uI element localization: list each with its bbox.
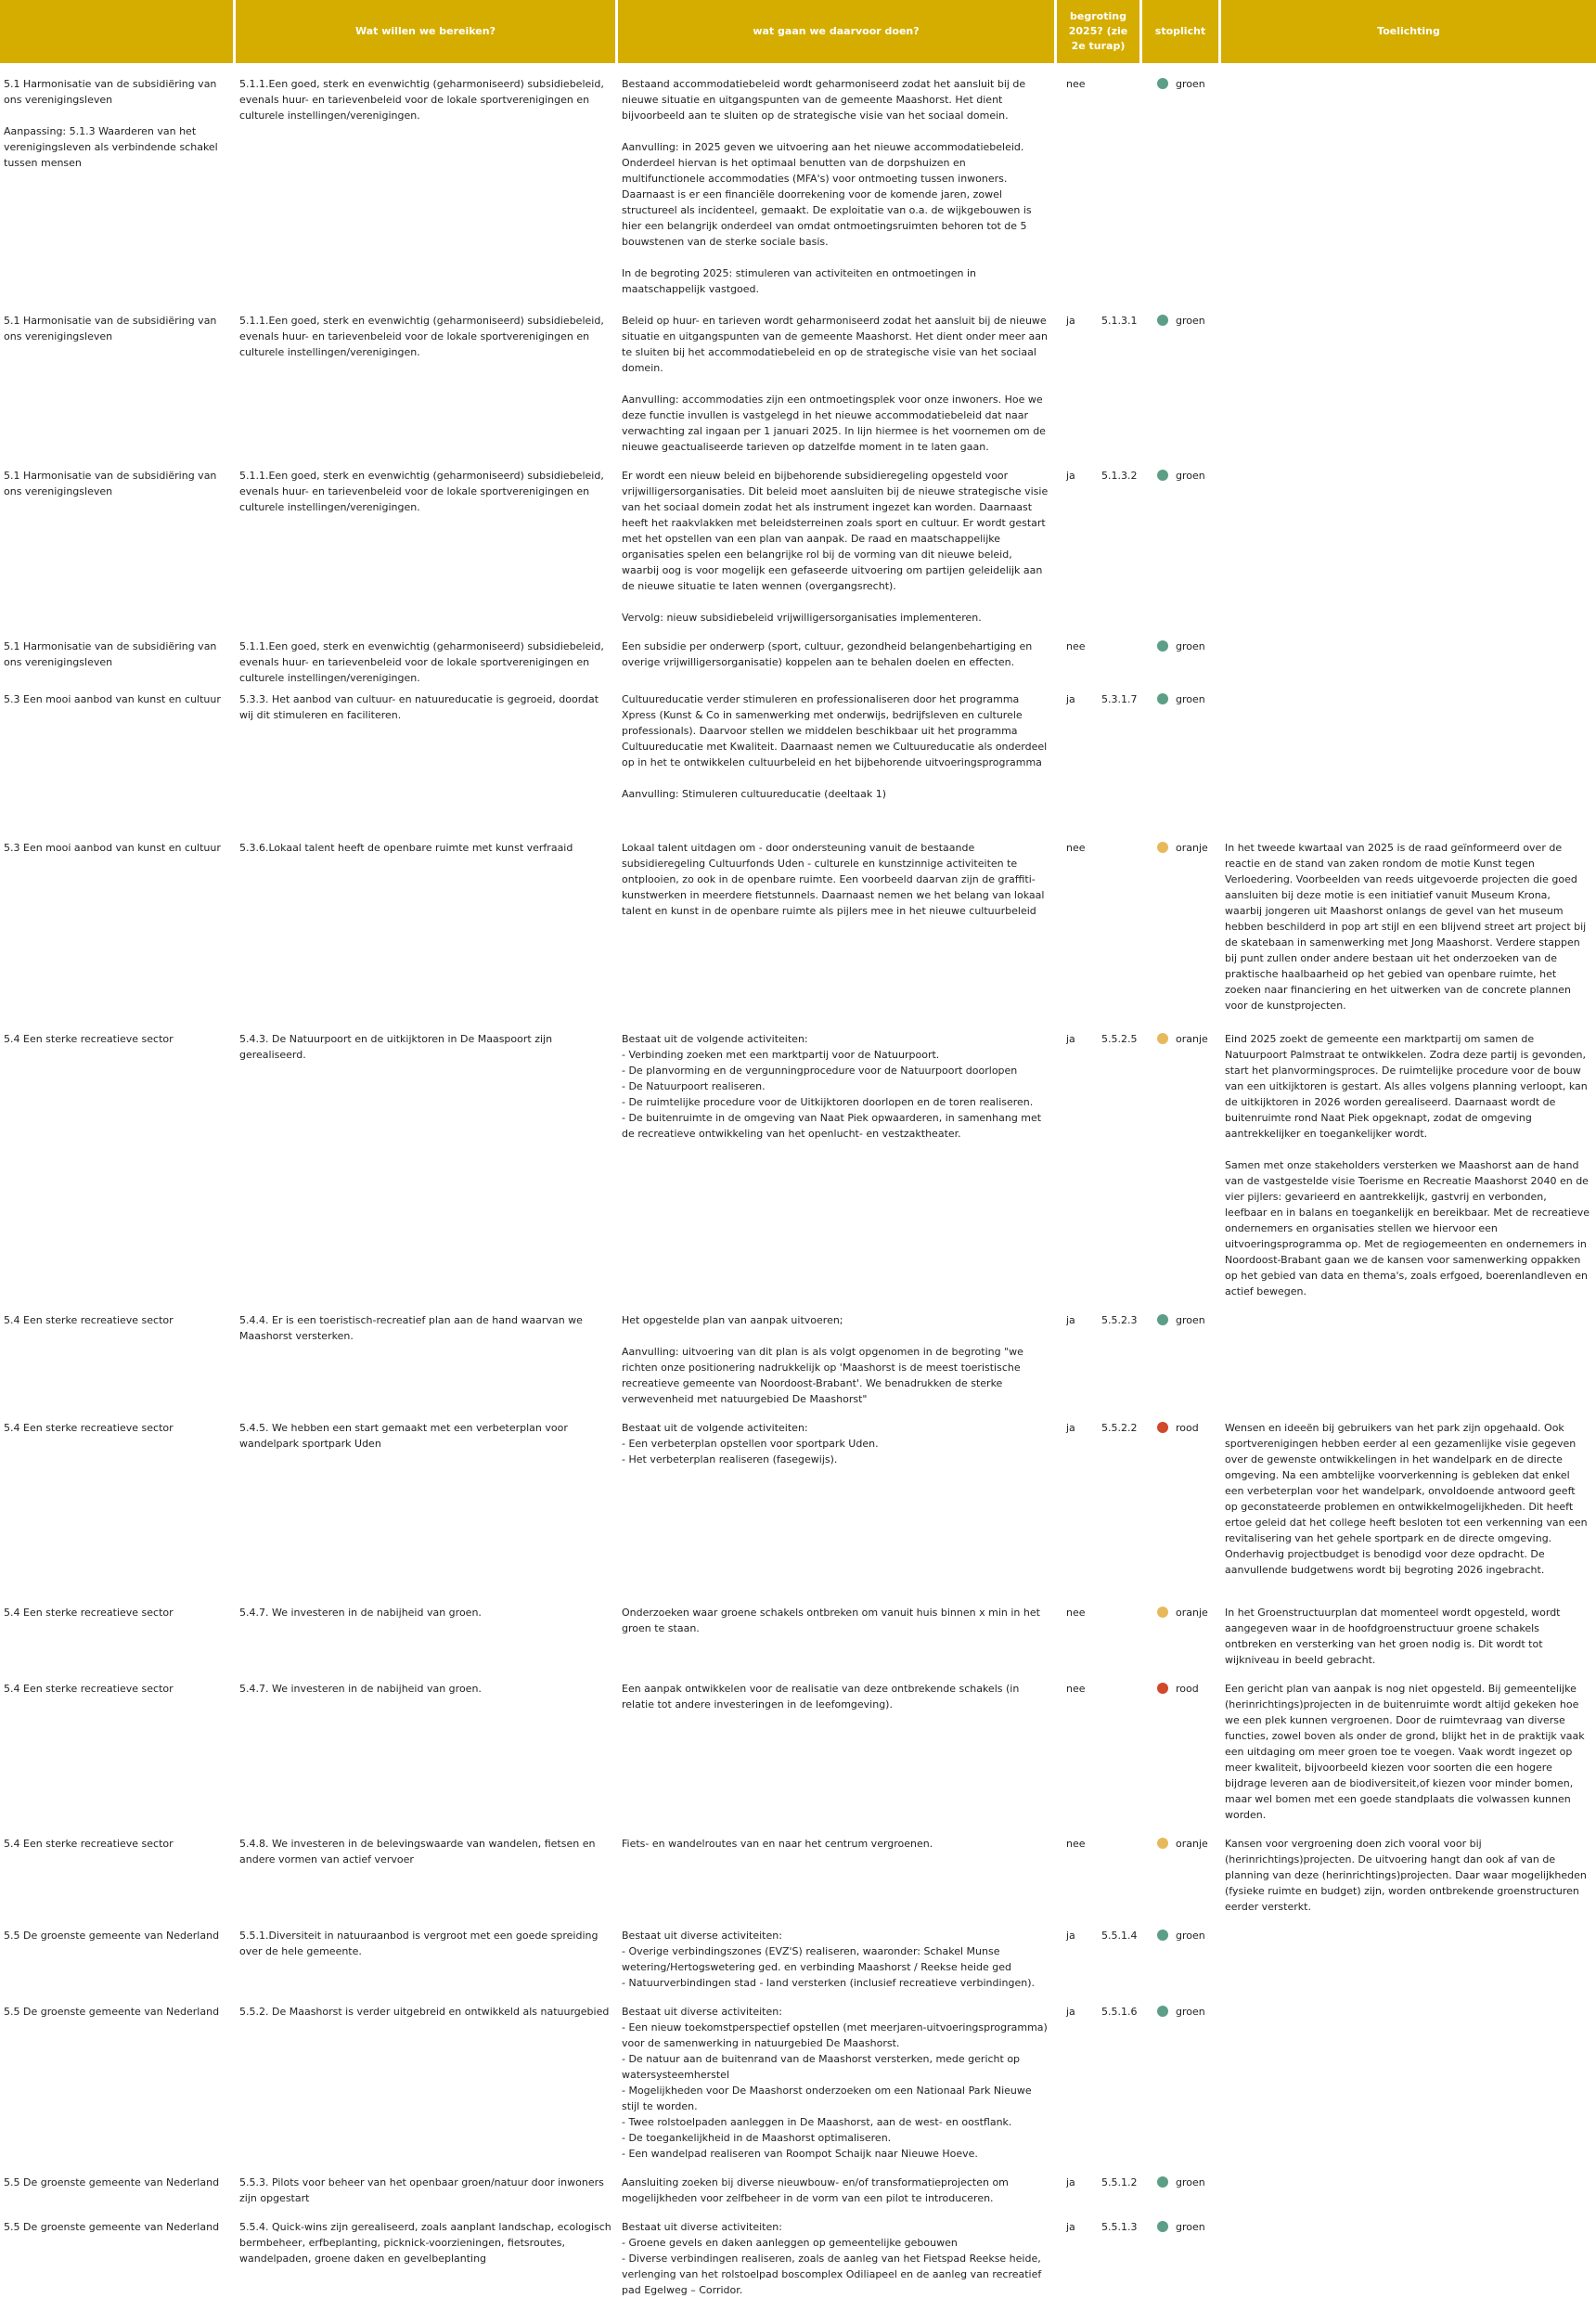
status-dot-icon	[1157, 640, 1168, 652]
table-row	[0, 455, 1596, 626]
explanation-cell	[1221, 63, 1596, 300]
budget-cell	[1057, 686, 1142, 827]
budget-cell	[1057, 2206, 1142, 2298]
theme-cell: 5.5 De groenste gemeente van Nederland	[0, 1915, 236, 1991]
table-row	[0, 63, 1596, 300]
budget-reference: 5.1.3.1	[1101, 315, 1138, 327]
action-cell: Een subsidie per onderwerp (sport, cultuur, gezondheid belangenbehartiging en overige vrijwilligersorganisatie) koppelen aan te behalen doelen en effecten.	[618, 626, 1057, 686]
status-label: oranje	[1176, 842, 1208, 854]
table-row	[0, 2162, 1596, 2206]
status-label: oranje	[1176, 1033, 1208, 1045]
status-label: groen	[1176, 1314, 1205, 1326]
header-col-theme	[0, 0, 236, 63]
explanation-cell	[1221, 1915, 1596, 1991]
status-label: groen	[1176, 78, 1205, 90]
budget-cell	[1057, 827, 1142, 1018]
action-cell: Onderzoeken waar groene schakels ontbreken om vanuit huis binnen x min in het groen te staan.	[618, 1592, 1057, 1668]
traffic-light-cell	[1142, 300, 1221, 455]
status-label: groen	[1176, 470, 1205, 482]
goal-cell: 5.1.1.Een goed, sterk en evenwichtig (geharmoniseerd) subsidiebeleid, evenals huur- en tarievenbeleid voor de lokale sportverenigingen en culturele instellingen/verenigingen.	[236, 300, 618, 455]
in-budget-value: ja	[1066, 1314, 1075, 1326]
status-dot-icon	[1157, 1683, 1168, 1694]
budget-reference: 5.5.2.5	[1101, 1033, 1138, 1045]
traffic-light-cell	[1142, 1915, 1221, 1991]
action-cell: Bestaat uit diverse activiteiten: - Groene gevels en daken aanleggen op gemeentelijke gebouwen - Diverse verbindingen realiseren, zoals de aanleg van het Fietspad Reekse heide, verlenging van het rolstoelpad boscomplex Odiliapeel en de aanleg van recreatief pad Egelweg – Corridor.	[618, 2206, 1057, 2298]
in-budget-value: ja	[1066, 470, 1075, 482]
goal-cell: 5.4.7. We investeren in de nabijheid van groen.	[236, 1592, 618, 1668]
status-dot-icon	[1157, 1930, 1168, 1941]
goal-cell: 5.3.3. Het aanbod van cultuur- en natuureducatie is gegroeid, doordat wij dit stimuleren en faciliteren.	[236, 686, 618, 827]
action-cell: Bestaat uit diverse activiteiten: - Een nieuw toekomstperspectief opstellen (met meerjaren-uitvoeringsprogramma) voor de samenwerking in natuurgebied De Maashorst. - De natuur aan de buitenrand van de Maashorst versterken, mede gericht op watersysteemherstel - Mogelijkheden voor De Maashorst onderzoeken om een Nationaal Park Nieuwe stijl te worden. - Twee rolstoelpaden aanleggen in De Maashorst, aan de west- en oostflank. - De toegankelijkheid in de Maashorst optimaliseren. - Een wandelpad realiseren van Roompot Schaijk naar Nieuwe Hoeve.	[618, 1991, 1057, 2162]
header-row	[0, 0, 1596, 63]
table-row	[0, 827, 1596, 1018]
table-row	[0, 626, 1596, 686]
theme-cell: 5.4 Een sterke recreatieve sector	[0, 1018, 236, 1299]
budget-cell	[1057, 2162, 1142, 2206]
in-budget-value: ja	[1066, 693, 1075, 705]
budget-cell	[1057, 626, 1142, 686]
explanation-cell	[1221, 1991, 1596, 2162]
traffic-light-cell	[1142, 626, 1221, 686]
in-budget-value: nee	[1066, 1838, 1086, 1850]
explanation-cell: Kansen voor vergroening doen zich vooral voor bij (herinrichtings)projecten. De uitvoering hangt dan ook af van de planning van deze (herinrichtings)projecten. Daar waar mogelijkheden (fysieke ruimte en budget) zijn, worden ontbrekende groenstructuren eerder versterkt.	[1221, 1823, 1596, 1915]
theme-cell: 5.4 Een sterke recreatieve sector	[0, 1592, 236, 1668]
status-dot-icon	[1157, 470, 1168, 481]
budget-reference: 5.5.2.3	[1101, 1314, 1138, 1326]
traffic-light-cell	[1142, 827, 1221, 1018]
traffic-light-cell	[1142, 455, 1221, 626]
in-budget-value: ja	[1066, 2006, 1075, 2018]
goal-cell: 5.5.3. Pilots voor beheer van het openbaar groen/natuur door inwoners zijn opgestart	[236, 2162, 618, 2206]
explanation-cell: Wensen en ideeën bij gebruikers van het park zijn opgehaald. Ook sportverenigingen hebben eerder al een gezamenlijke visie gegeven over de gewenste ontwikkelingen in het wandelpark en de directe omgeving. Na een ambtelijke voorverkenning is gebleken dat enkel een verbeterplan voor het wandelpark, onvoldoende antwoord geeft op geconstateerde problemen en ontwikkelmogelijkheden. Dit heeft ertoe geleid dat het college heeft besloten tot een verkenning van een revitalisering van het gehele sportpark en de directe omgeving. Onderhavig projectbudget is benodigd voor deze opdracht. De aanvullende budgetwens wordt bij begroting 2026 ingebracht.	[1221, 1407, 1596, 1592]
status-label: groen	[1176, 693, 1205, 705]
traffic-light-cell	[1142, 686, 1221, 827]
traffic-light-cell	[1142, 2206, 1221, 2298]
status-label: groen	[1176, 2221, 1205, 2233]
explanation-cell	[1221, 2206, 1596, 2298]
budget-reference: 5.5.1.3	[1101, 2221, 1138, 2233]
header-col-explanation: Toelichting	[1221, 0, 1596, 63]
theme-cell: 5.5 De groenste gemeente van Nederland	[0, 1991, 236, 2162]
status-label: rood	[1176, 1683, 1199, 1695]
theme-cell: 5.4 Een sterke recreatieve sector	[0, 1407, 236, 1592]
budget-cell	[1057, 1407, 1142, 1592]
traffic-light-cell	[1142, 1299, 1221, 1407]
action-cell: Bestaat uit de volgende activiteiten: - Een verbeterplan opstellen voor sportpark Uden. - Het verbeterplan realiseren (fasegewijs).	[618, 1407, 1057, 1592]
status-dot-icon	[1157, 842, 1168, 853]
table-row	[0, 1915, 1596, 1991]
budget-cell	[1057, 1018, 1142, 1299]
traffic-light-cell	[1142, 1018, 1221, 1299]
action-cell: Aansluiting zoeken bij diverse nieuwbouw- en/of transformatieprojecten om mogelijkheden voor zelfbeheer in de vorm van een pilot te introduceren.	[618, 2162, 1057, 2206]
table-row	[0, 1592, 1596, 1668]
status-dot-icon	[1157, 1838, 1168, 1849]
table-row	[0, 2206, 1596, 2298]
goal-cell: 5.4.8. We investeren in de belevingswaarde van wandelen, fietsen en andere vormen van actief vervoer	[236, 1823, 618, 1915]
theme-cell: 5.4 Een sterke recreatieve sector	[0, 1823, 236, 1915]
goal-cell: 5.4.7. We investeren in de nabijheid van groen.	[236, 1668, 618, 1823]
traffic-light-cell	[1142, 1823, 1221, 1915]
explanation-cell	[1221, 1299, 1596, 1407]
in-budget-value: ja	[1066, 1033, 1075, 1045]
header-col-traffic-light: stoplicht	[1142, 0, 1221, 63]
action-cell: Het opgestelde plan van aanpak uitvoeren; Aanvulling: uitvoering van dit plan is als volgt opgenomen in de begroting "we richten onze positionering nadrukkelijk op 'Maashorst is de meest toeristische recreatieve gemeente van Noordoost-Brabant'. We benadrukken de sterke verwevenheid met natuurgebied De Maashorst"	[618, 1299, 1057, 1407]
in-budget-value: ja	[1066, 315, 1075, 327]
explanation-cell	[1221, 686, 1596, 827]
header-col-budget: begroting 2025? (zie 2e turap)	[1057, 0, 1142, 63]
goal-cell: 5.3.6.Lokaal talent heeft de openbare ruimte met kunst verfraaid	[236, 827, 618, 1018]
status-label: groen	[1176, 640, 1205, 652]
explanation-cell: In het tweede kwartaal van 2025 is de raad geïnformeerd over de reactie en de stand van zaken rondom de motie Kunst tegen Verloedering. Voorbeelden van reeds uitgevoerde projecten die goed aansluiten bij deze motie is een initiatief vanuit Museum Krona, waarbij jongeren uit Maashorst onlangs de gevel van het museum hebben beschilderd in pop art stijl en een blijvend street art project bij de skatebaan in samenwerking met Jong Maashorst. Verdere stappen bij punt zullen onder andere bestaan uit het onderzoeken van de praktische haalbaarheid op het gebied van openbare ruimte, het zoeken naar financiering en het uitwerken van de concrete plannen voor de kunstprojecten.	[1221, 827, 1596, 1018]
status-dot-icon	[1157, 1314, 1168, 1325]
action-cell: Beleid op huur- en tarieven wordt geharmoniseerd zodat het aansluit bij de nieuwe situatie en uitgangspunten van de gemeente Maashorst. Het dient onder meer aan te sluiten bij het accommodatiebeleid en op de strategische visie van het sociaal domein. Aanvulling: accommodaties zijn een ontmoetingsplek voor onze inwoners. Hoe we deze functie invullen is vastgelegd in het nieuwe accommodatiebeleid dat naar verwachting zal ingaan per 1 januari 2025. In lijn hiermee is het voornemen om de nieuwe geactualiseerde tarieven op datzelfde moment in te laten gaan.	[618, 300, 1057, 455]
action-cell: Cultuureducatie verder stimuleren en professionaliseren door het programma Xpress (Kunst & Co in samenwerking met onderwijs, bedrijfsleven en culturele professionals). Daarvoor stellen we middelen beschikbaar uit het programma Cultuureducatie met Kwaliteit. Daarnaast nemen we Cultuureducatie als onderdeel op in het te ontwikkelen cultuurbeleid en het bijbehorende uitvoeringsprogramma Aanvulling: Stimuleren cultuureducatie (deeltaak 1)	[618, 686, 1057, 827]
budget-cell	[1057, 455, 1142, 626]
goal-cell: 5.4.5. We hebben een start gemaakt met een verbeterplan voor wandelpark sportpark Uden	[236, 1407, 618, 1592]
status-dot-icon	[1157, 1607, 1168, 1618]
header-col-action: wat gaan we daarvoor doen?	[618, 0, 1057, 63]
budget-cell	[1057, 1668, 1142, 1823]
budget-reference: 5.5.1.2	[1101, 2176, 1138, 2188]
in-budget-value: nee	[1066, 1683, 1086, 1695]
theme-cell: 5.3 Een mooi aanbod van kunst en cultuur	[0, 686, 236, 827]
explanation-cell	[1221, 626, 1596, 686]
table-row	[0, 1823, 1596, 1915]
budget-cell	[1057, 63, 1142, 300]
table-row	[0, 300, 1596, 455]
status-dot-icon	[1157, 2006, 1168, 2017]
table-row	[0, 1299, 1596, 1407]
theme-cell: 5.4 Een sterke recreatieve sector	[0, 1668, 236, 1823]
table-row	[0, 1407, 1596, 1592]
in-budget-value: nee	[1066, 78, 1086, 90]
theme-cell: 5.4 Een sterke recreatieve sector	[0, 1299, 236, 1407]
explanation-cell	[1221, 2162, 1596, 2206]
goal-cell: 5.1.1.Een goed, sterk en evenwichtig (geharmoniseerd) subsidiebeleid, evenals huur- en tarievenbeleid voor de lokale sportverenigingen en culturele instellingen/verenigingen.	[236, 63, 618, 300]
traffic-light-cell	[1142, 1407, 1221, 1592]
budget-cell	[1057, 1823, 1142, 1915]
theme-cell: 5.1 Harmonisatie van de subsidiëring van ons verenigingsleven	[0, 300, 236, 455]
action-cell: Een aanpak ontwikkelen voor de realisatie van deze ontbrekende schakels (in relatie tot andere investeringen in de leefomgeving).	[618, 1668, 1057, 1823]
budget-cell	[1057, 1299, 1142, 1407]
status-dot-icon	[1157, 315, 1168, 326]
status-label: rood	[1176, 1422, 1199, 1434]
theme-cell: 5.5 De groenste gemeente van Nederland	[0, 2206, 236, 2298]
table-row	[0, 1668, 1596, 1823]
explanation-cell	[1221, 455, 1596, 626]
goal-cell: 5.5.4. Quick-wins zijn gerealiseerd, zoals aanplant landschap, ecologisch bermbeheer, erfbeplanting, picknick-voorzieningen, fietsroutes, wandelpaden, groene daken en gevelbeplanting	[236, 2206, 618, 2298]
budget-cell	[1057, 300, 1142, 455]
status-label: groen	[1176, 2176, 1205, 2188]
action-cell: Lokaal talent uitdagen om - door ondersteuning vanuit de bestaande subsidieregeling Cultuurfonds Uden - culturele en kunstzinnige activiteiten te ontplooien, zo ook in de openbare ruimte. Een voorbeeld daarvan zijn de graffiti-kunstwerken in meerdere fietstunnels. Daarnaast nemen we het belang van lokaal talent en kunst in de openbare ruimte als pijlers mee in het nieuwe cultuurbeleid	[618, 827, 1057, 1018]
goal-cell: 5.5.2. De Maashorst is verder uitgebreid en ontwikkeld als natuurgebied	[236, 1991, 618, 2162]
budget-reference: 5.5.1.6	[1101, 2006, 1138, 2018]
goal-cell: 5.5.1.Diversiteit in natuuraanbod is vergroot met een goede spreiding over de hele gemeente.	[236, 1915, 618, 1991]
traffic-light-cell	[1142, 1991, 1221, 2162]
status-dot-icon	[1157, 2176, 1168, 2188]
in-budget-value: nee	[1066, 842, 1086, 854]
goal-cell: 5.1.1.Een goed, sterk en evenwichtig (geharmoniseerd) subsidiebeleid, evenals huur- en tarievenbeleid voor de lokale sportverenigingen en culturele instellingen/verenigingen.	[236, 626, 618, 686]
budget-reference: 5.5.1.4	[1101, 1930, 1138, 1942]
theme-cell: 5.1 Harmonisatie van de subsidiëring van ons verenigingsleven	[0, 455, 236, 626]
theme-cell: 5.5 De groenste gemeente van Nederland	[0, 2162, 236, 2206]
explanation-cell: Een gericht plan van aanpak is nog niet opgesteld. Bij gemeentelijke (herinrichtings)projecten in de buitenruimte wordt altijd gekeken hoe we een plek kunnen vergroenen. Door de ruimtevraag van diverse functies, zowel boven als onder de grond, blijkt het in de praktijk vaak een uitdaging om meer groen toe te voegen. Vaak wordt ingezet op meer kwaliteit, bijvoorbeeld kiezen voor soorten die een hogere bijdrage leveren aan de biodiversiteit,of kiezen voor minder bomen, maar wel bomen met een goede standplaats die volwassen kunnen worden.	[1221, 1668, 1596, 1823]
status-label: groen	[1176, 1930, 1205, 1942]
status-dot-icon	[1157, 1033, 1168, 1044]
status-dot-icon	[1157, 693, 1168, 704]
header-col-goal: Wat willen we bereiken?	[236, 0, 618, 63]
goal-cell: 5.4.4. Er is een toeristisch-recreatief plan aan de hand waarvan we Maashorst versterken.	[236, 1299, 618, 1407]
in-budget-value: nee	[1066, 1607, 1086, 1619]
in-budget-value: nee	[1066, 640, 1086, 652]
status-label: oranje	[1176, 1838, 1208, 1850]
budget-reference: 5.1.3.2	[1101, 470, 1138, 482]
table-row	[0, 1018, 1596, 1299]
action-cell: Bestaat uit diverse activiteiten: - Overige verbindingszones (EVZ'S) realiseren, waaronder: Schakel Munse wetering/Hertogswetering ged. en verbinding Maashorst / Reekse heide ged - Natuurverbindingen stad - land versterken (inclusief recreatieve verbindingen).	[618, 1915, 1057, 1991]
status-label: oranje	[1176, 1607, 1208, 1619]
budget-cell	[1057, 1915, 1142, 1991]
budget-cell	[1057, 1592, 1142, 1668]
status-dot-icon	[1157, 1422, 1168, 1433]
goal-cell: 5.1.1.Een goed, sterk en evenwichtig (geharmoniseerd) subsidiebeleid, evenals huur- en tarievenbeleid voor de lokale sportverenigingen en culturele instellingen/verenigingen.	[236, 455, 618, 626]
status-dot-icon	[1157, 78, 1168, 89]
status-label: groen	[1176, 2006, 1205, 2018]
status-dot-icon	[1157, 2221, 1168, 2232]
theme-cell: 5.1 Harmonisatie van de subsidiëring van ons verenigingsleven	[0, 626, 236, 686]
in-budget-value: ja	[1066, 1422, 1075, 1434]
budget-cell	[1057, 1991, 1142, 2162]
explanation-cell: In het Groenstructuurplan dat momenteel wordt opgesteld, wordt aangegeven waar in de hoofdgroenstructuur groene schakels ontbreken en versterking van het groen nodig is. Dit wordt tot wijkniveau in beeld gebracht.	[1221, 1592, 1596, 1668]
in-budget-value: ja	[1066, 2221, 1075, 2233]
traffic-light-cell	[1142, 1592, 1221, 1668]
explanation-cell	[1221, 300, 1596, 455]
in-budget-value: ja	[1066, 2176, 1075, 2188]
table-row	[0, 686, 1596, 827]
action-cell: Bestaand accommodatiebeleid wordt geharmoniseerd zodat het aansluit bij de nieuwe situatie en uitgangspunten van de gemeente Maashorst. Het dient bijvoorbeeld aan te sluiten op de strategische visie van het sociaal domein. Aanvulling: in 2025 geven we uitvoering aan het nieuwe accommodatiebeleid. Onderdeel hiervan is het optimaal benutten van de dorpshuizen en multifunctionele accommodaties (MFA's) voor ontmoeting tussen inwoners. Daarnaast is er een financiële doorrekening voor de komende jaren, zowel structureel als incidenteel, gemaakt. De exploitatie van o.a. de wijkgebouwen is hier een belangrijk onderdeel van omdat ontmoetingsruimten behoren tot de 5 bouwstenen van de sterke sociale basis. In de begroting 2025: stimuleren van activiteiten en ontmoetingen in maatschappelijk vastgoed.	[618, 63, 1057, 300]
traffic-light-cell	[1142, 63, 1221, 300]
theme-cell: 5.1 Harmonisatie van de subsidiëring van ons verenigingsleven Aanpassing: 5.1.3 Waarderen van het verenigingsleven als verbindende schakel tussen mensen	[0, 63, 236, 300]
in-budget-value: ja	[1066, 1930, 1075, 1942]
traffic-light-cell	[1142, 1668, 1221, 1823]
theme-cell: 5.3 Een mooi aanbod van kunst en cultuur	[0, 827, 236, 1018]
action-cell: Er wordt een nieuw beleid en bijbehorende subsidieregeling opgesteld voor vrijwilligersorganisaties. Dit beleid moet aansluiten bij de nieuwe strategische visie van het sociaal domein zodat het als instrument ingezet kan worden. Daarnaast heeft het raakvlakken met beleidsterreinen zoals sport en cultuur. Er wordt gestart met het opstellen van een plan van aanpak. De raad en maatschappelijke organisaties spelen een belangrijke rol bij de vorming van dit nieuwe beleid, waarbij oog is voor mogelijk een gefaseerde uitvoering om partijen geleidelijk aan de nieuwe situatie te laten wennen (overgangsrecht). Vervolg: nieuw subsidiebeleid vrijwilligersorganisaties implementeren.	[618, 455, 1057, 626]
table-row	[0, 1991, 1596, 2162]
action-cell: Bestaat uit de volgende activiteiten: - Verbinding zoeken met een marktpartij voor de Natuurpoort. - De planvorming en de vergunningprocedure voor de Natuurpoort doorlopen - De Natuurpoort realiseren. - De ruimtelijke procedure voor de Uitkijktoren doorlopen en de toren realiseren. - De buitenruimte in de omgeving van Naat Piek opwaarderen, in samenhang met de recreatieve ontwikkeling van het openlucht- en vestzaktheater.	[618, 1018, 1057, 1299]
action-cell: Fiets- en wandelroutes van en naar het centrum vergroenen.	[618, 1823, 1057, 1915]
status-label: groen	[1176, 315, 1205, 327]
budget-reference: 5.3.1.7	[1101, 693, 1138, 705]
goal-cell: 5.4.3. De Natuurpoort en de uitkijktoren in De Maaspoort zijn gerealiseerd.	[236, 1018, 618, 1299]
budget-reference: 5.5.2.2	[1101, 1422, 1138, 1434]
traffic-light-cell	[1142, 2162, 1221, 2206]
explanation-cell: Eind 2025 zoekt de gemeente een marktpartij om samen de Natuurpoort Palmstraat te ontwikkelen. Zodra deze partij is gevonden, start het planvormingsproces. De ruimtelijke procedure voor de bouw van een uitkijktoren is gestart. Als alles volgens planning verloopt, kan de uitkijktoren in 2026 worden gerealiseerd. Daarnaast wordt de buitenruimte rond Naat Piek opgeknapt, zodat de omgeving aantrekkelijker en toegankelijker wordt. Samen met onze stakeholders versterken we Maashorst aan de hand van de vastgestelde visie Toerisme en Recreatie Maashorst 2040 en de vier pijlers: gevarieerd en aantrekkelijk, gastvrij en verbonden, leefbaar en in balans en toegankelijk en bereikbaar. Met de recreatieve ondernemers en organisaties stellen we hiervoor een uitvoeringsprogramma op. Met de regiogemeenten en ondernemers in Noordoost-Brabant gaan we de kansen voor samenwerking oppakken op het gebied van data en thema's, zoals erfgoed, boerenlandleven en actief bewegen.	[1221, 1018, 1596, 1299]
